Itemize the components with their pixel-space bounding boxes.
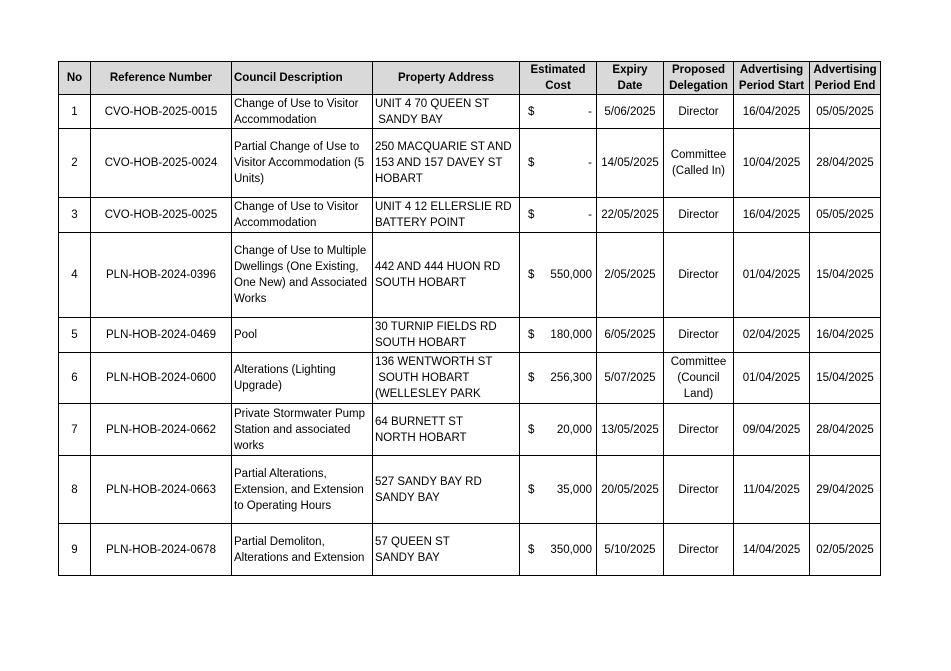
cell-adv-start: 02/04/2025	[734, 318, 810, 353]
cell-address	[373, 353, 520, 404]
header-delegation: Proposed Delegation	[664, 62, 734, 95]
cell-adv-end: 29/04/2025	[810, 456, 881, 524]
cell-no: 6	[59, 353, 91, 404]
header-expiry: Expiry Date	[597, 62, 664, 95]
address-line: (WELLESLEY PARK	[375, 388, 481, 400]
cell-address	[373, 129, 520, 198]
cell-adv-start: 16/04/2025	[734, 95, 810, 129]
cell-reference: PLN-HOB-2024-0662	[91, 404, 232, 456]
cell-no: 4	[59, 233, 91, 318]
currency-symbol: $	[528, 543, 535, 556]
cell-adv-start: 09/04/2025	[734, 404, 810, 456]
cell-delegation: Director	[664, 95, 734, 129]
cost-amount: -	[588, 105, 592, 118]
cell-delegation: Director	[664, 404, 734, 456]
address-line: SANDY BAY	[375, 551, 440, 564]
table-row	[59, 353, 881, 404]
cell-cost	[520, 198, 597, 233]
cell-delegation: Director	[664, 524, 734, 576]
header-adv-end: Advertising Period End	[810, 62, 881, 95]
address-line: BATTERY POINT	[375, 217, 466, 229]
address-line: 64 BURNETT ST	[375, 415, 463, 428]
cell-expiry: 5/07/2025	[597, 353, 664, 404]
cell-expiry: 22/05/2025	[597, 198, 664, 233]
cell-no: 9	[59, 524, 91, 576]
cell-reference: CVO-HOB-2025-0015	[91, 95, 232, 129]
cell-address	[373, 95, 520, 129]
table-row	[59, 95, 881, 129]
cell-cost	[520, 353, 597, 404]
address-line: UNIT 4 70 QUEEN ST	[375, 97, 490, 110]
header-adv-start: Advertising Period Start	[734, 62, 810, 95]
cell-address	[373, 456, 520, 524]
table-row	[59, 318, 881, 353]
header-description: Council Description	[232, 62, 373, 95]
cell-adv-start: 11/04/2025	[734, 456, 810, 524]
address-line: SOUTH HOBART	[375, 372, 470, 384]
cell-reference: PLN-HOB-2024-0469	[91, 318, 232, 353]
header-reference: Reference Number	[91, 62, 232, 95]
header-row	[59, 62, 881, 95]
address-line: 57 QUEEN ST	[375, 535, 450, 548]
cell-delegation: Committee (Council Land)	[664, 353, 734, 404]
address-line: 527 SANDY BAY RD	[375, 475, 482, 488]
cell-adv-end: 15/04/2025	[810, 353, 881, 404]
cell-address	[373, 318, 520, 353]
cell-adv-start: 16/04/2025	[734, 198, 810, 233]
header-cost: Estimated Cost	[520, 62, 597, 95]
cell-expiry: 5/06/2025	[597, 95, 664, 129]
cell-delegation: Director	[664, 456, 734, 524]
cell-adv-end: 28/04/2025	[810, 404, 881, 456]
table-row	[59, 233, 881, 318]
cell-description: Change of Use to Multiple Dwellings (One Existing, One New) and Associated Works	[232, 233, 373, 318]
currency-symbol: $	[528, 269, 535, 281]
header-no: No	[59, 62, 91, 95]
cell-adv-start: 01/04/2025	[734, 353, 810, 404]
currency-symbol: $	[528, 423, 535, 436]
table-row	[59, 524, 881, 576]
cell-adv-end: 05/05/2025	[810, 198, 881, 233]
cell-cost	[520, 524, 597, 576]
cost-amount: 350,000	[550, 543, 592, 556]
cell-reference: PLN-HOB-2024-0663	[91, 456, 232, 524]
address-line: NORTH HOBART	[375, 431, 467, 444]
table-row	[59, 404, 881, 456]
cell-reference: PLN-HOB-2024-0396	[91, 233, 232, 318]
cell-adv-start: 14/04/2025	[734, 524, 810, 576]
currency-symbol: $	[528, 483, 535, 496]
cell-description: Pool	[232, 318, 373, 353]
currency-symbol: $	[528, 209, 535, 221]
cell-description: Partial Alterations, Extension, and Extension to Operating Hours	[232, 456, 373, 524]
cell-expiry: 2/05/2025	[597, 233, 664, 318]
cell-expiry: 20/05/2025	[597, 456, 664, 524]
cell-description: Change of Use to Visitor Accommodation	[232, 95, 373, 129]
cell-description: Change of Use to Visitor Accommodation	[232, 198, 373, 233]
cell-adv-end: 15/04/2025	[810, 233, 881, 318]
cell-adv-start: 10/04/2025	[734, 129, 810, 198]
cost-amount: 180,000	[550, 329, 592, 341]
cell-adv-start: 01/04/2025	[734, 233, 810, 318]
address-line: 153 AND 157 DAVEY ST	[375, 157, 503, 169]
cell-delegation: Director	[664, 233, 734, 318]
address-line: HOBART	[375, 173, 423, 185]
cost-amount: -	[588, 157, 592, 169]
address-line: UNIT 4 12 ELLERSLIE RD	[375, 201, 512, 213]
cell-adv-end: 28/04/2025	[810, 129, 881, 198]
cost-amount: 20,000	[556, 423, 592, 436]
address-line: 30 TURNIP FIELDS RD	[375, 321, 497, 333]
cell-cost	[520, 233, 597, 318]
cell-adv-end: 16/04/2025	[810, 318, 881, 353]
cell-no: 1	[59, 95, 91, 129]
table-row	[59, 129, 881, 198]
address-line: SOUTH HOBART	[375, 337, 467, 349]
cell-cost	[520, 129, 597, 198]
cell-no: 7	[59, 404, 91, 456]
table-row	[59, 198, 881, 233]
table-row	[59, 456, 881, 524]
cell-adv-end: 05/05/2025	[810, 95, 881, 129]
cell-cost	[520, 318, 597, 353]
currency-symbol: $	[528, 105, 535, 118]
cell-description: Alterations (Lighting Upgrade)	[232, 353, 373, 404]
currency-symbol: $	[528, 329, 535, 341]
cell-expiry: 6/05/2025	[597, 318, 664, 353]
cost-amount: -	[588, 209, 592, 221]
address-line: 136 WENTWORTH ST	[375, 356, 493, 368]
cell-reference: PLN-HOB-2024-0678	[91, 524, 232, 576]
cell-address	[373, 404, 520, 456]
cell-no: 8	[59, 456, 91, 524]
cost-amount: 550,000	[550, 269, 592, 281]
cell-delegation: Director	[664, 198, 734, 233]
cell-delegation: Director	[664, 318, 734, 353]
cell-address	[373, 198, 520, 233]
cell-description: Partial Demoliton, Alterations and Extension	[232, 524, 373, 576]
currency-symbol: $	[528, 157, 535, 169]
cell-expiry: 5/10/2025	[597, 524, 664, 576]
cell-delegation: Committee (Called In)	[664, 129, 734, 198]
cell-description: Private Stormwater Pump Station and associated works	[232, 404, 373, 456]
cell-reference: CVO-HOB-2025-0025	[91, 198, 232, 233]
cell-cost	[520, 456, 597, 524]
cost-amount: 256,300	[550, 372, 592, 384]
cell-no: 5	[59, 318, 91, 353]
cell-cost	[520, 95, 597, 129]
header-address: Property Address	[373, 62, 520, 95]
cost-amount: 35,000	[556, 483, 592, 496]
cell-description: Partial Change of Use to Visitor Accommodation (5 Units)	[232, 129, 373, 198]
address-line: SOUTH HOBART	[375, 277, 467, 289]
cell-expiry: 14/05/2025	[597, 129, 664, 198]
cell-reference: CVO-HOB-2025-0024	[91, 129, 232, 198]
address-line: 442 AND 444 HUON RD	[375, 261, 501, 273]
applications-table	[58, 61, 881, 576]
address-line: SANDY BAY	[375, 491, 440, 504]
cell-no: 3	[59, 198, 91, 233]
cell-adv-end: 02/05/2025	[810, 524, 881, 576]
currency-symbol: $	[528, 372, 535, 384]
cell-no: 2	[59, 129, 91, 198]
address-line: SANDY BAY	[375, 113, 443, 126]
cell-address	[373, 233, 520, 318]
cell-expiry: 13/05/2025	[597, 404, 664, 456]
cell-address	[373, 524, 520, 576]
address-line: 250 MACQUARIE ST AND	[375, 141, 512, 153]
cell-reference: PLN-HOB-2024-0600	[91, 353, 232, 404]
cell-cost	[520, 404, 597, 456]
